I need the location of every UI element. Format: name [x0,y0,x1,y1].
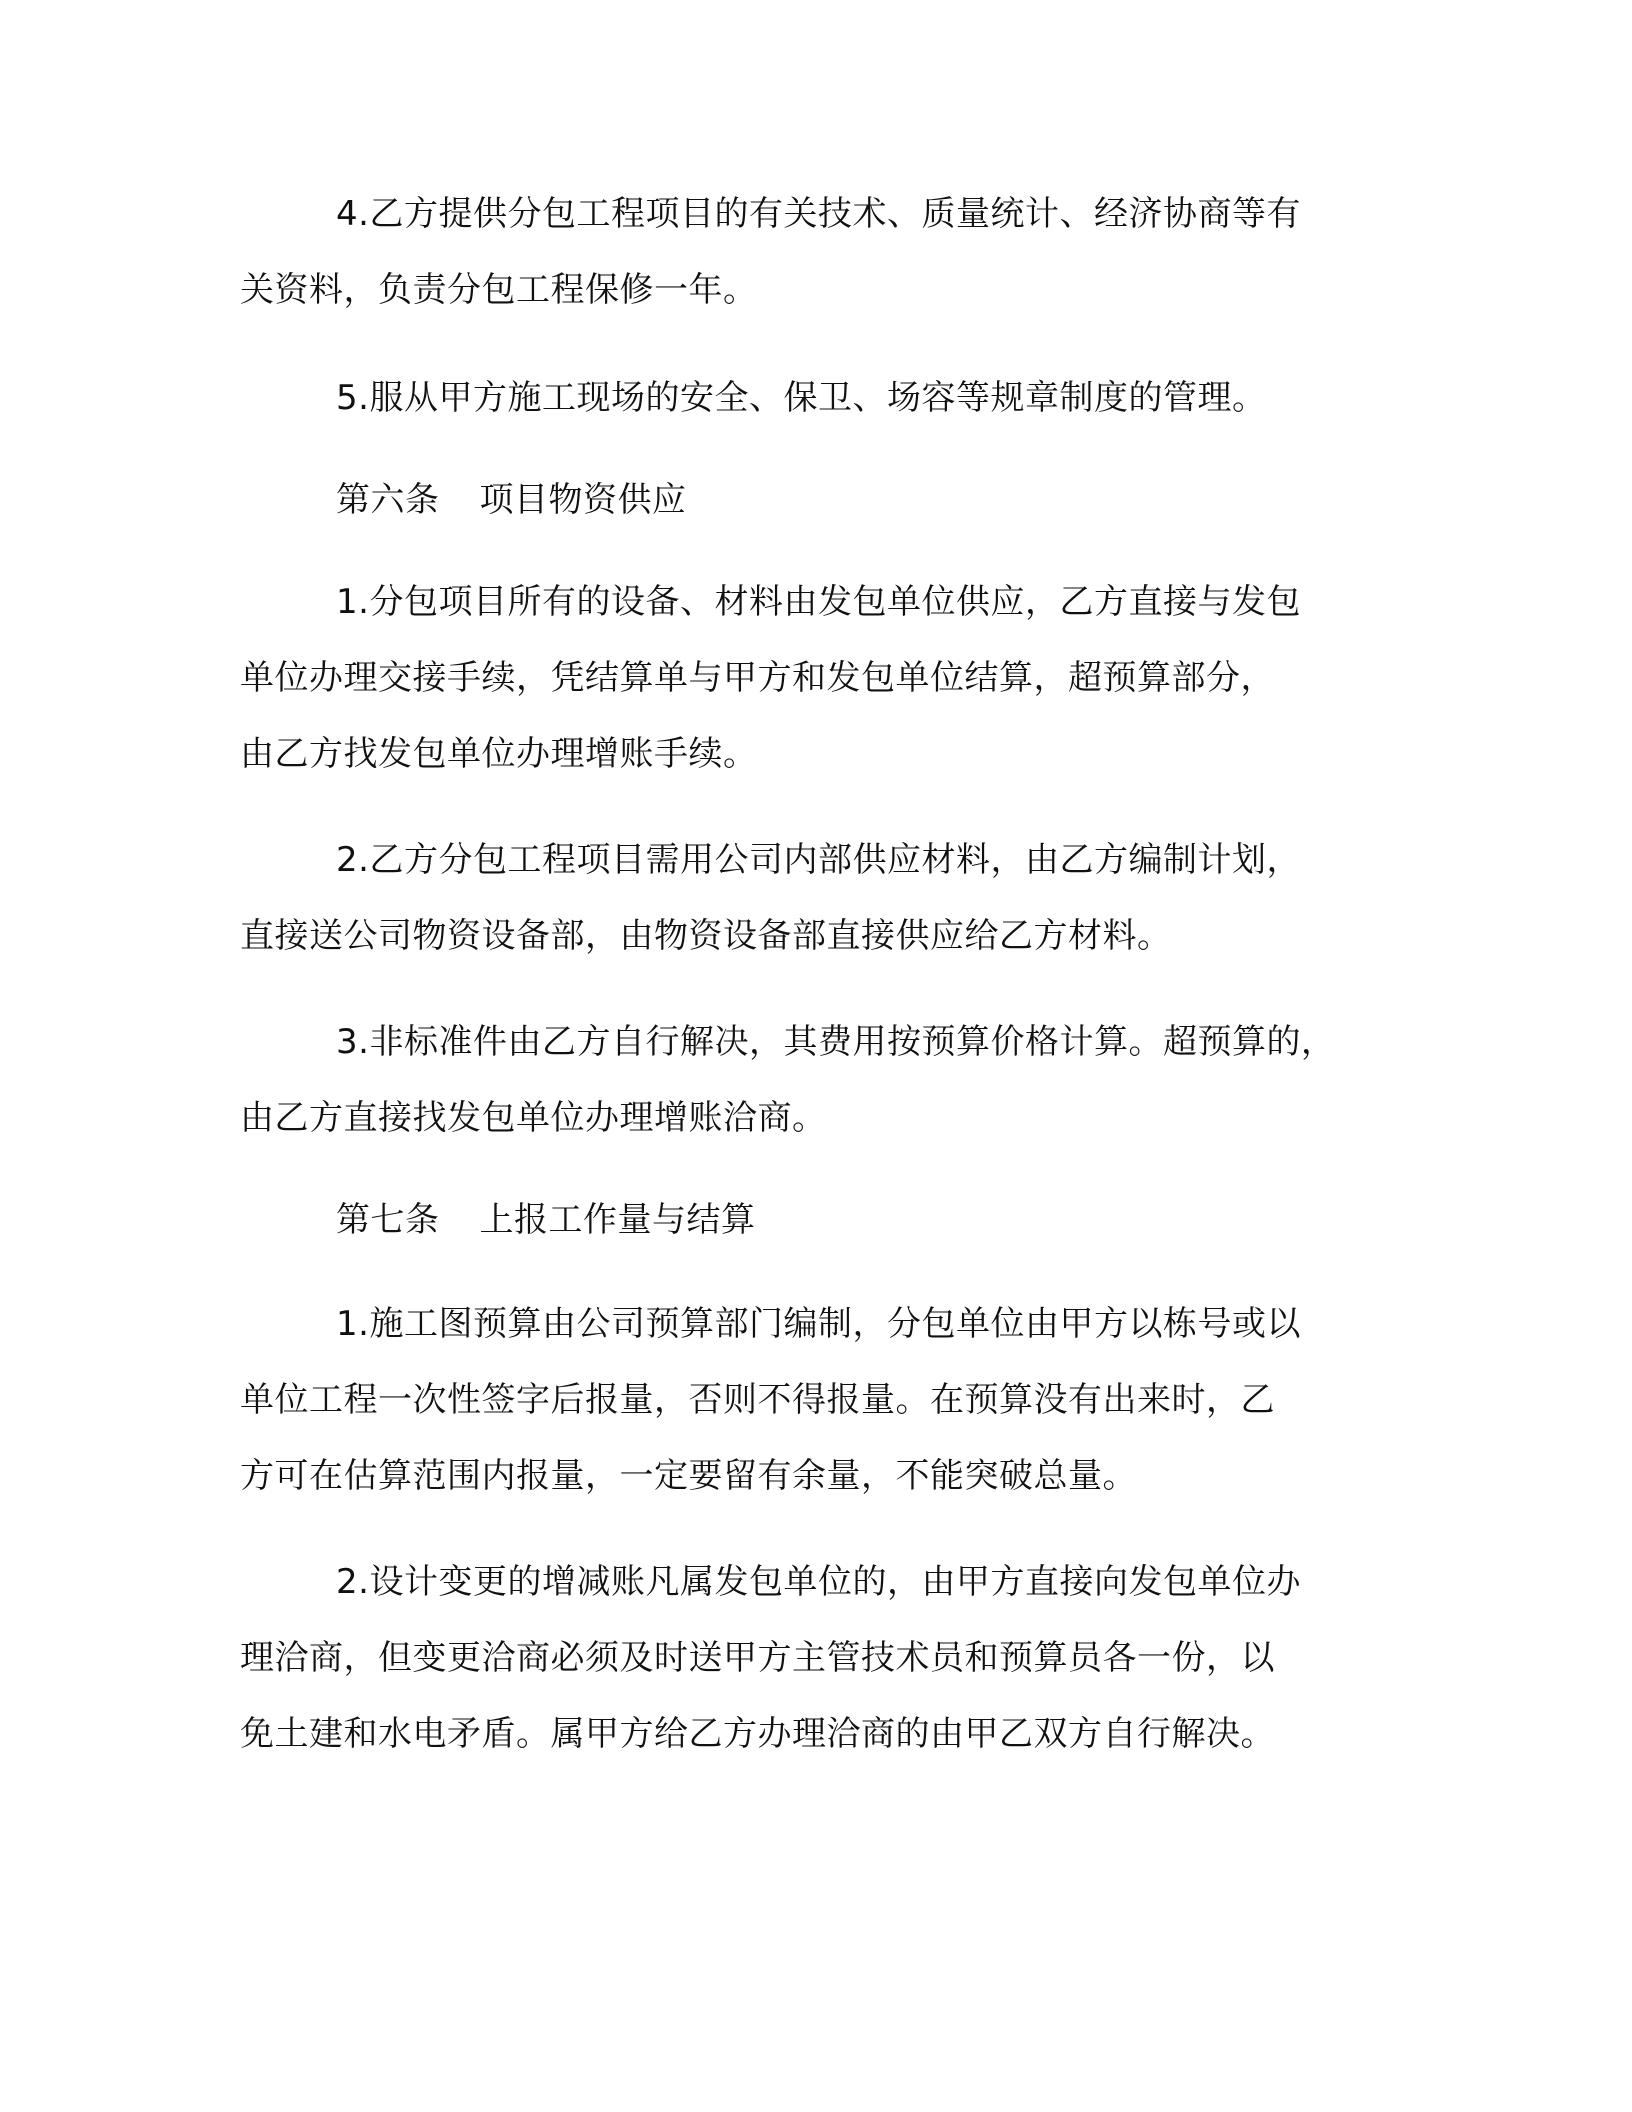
paragraph-article-6-item-3 [240,1004,1400,1156]
paragraph-line: 单位工程一次性签字后报量，否则不得报量。在预算没有出来时，乙 [240,1380,1275,1420]
paragraph-line: 2.乙方分包工程项目需用公司内部供应材料，由乙方编制计划， [336,840,1301,880]
paragraph-line: 1.施工图预算由公司预算部门编制，分包单位由甲方以栋号或以 [336,1304,1301,1344]
article-7-heading [240,1182,1400,1258]
paragraph-line: 方可在估算范围内报量，一定要留有余量，不能突破总量。 [240,1456,1137,1496]
paragraph-line: 关资料，负责分包工程保修一年。 [240,270,758,310]
paragraph-item-5 [240,360,1400,436]
paragraph-article-7-item-1 [240,1286,1400,1514]
paragraph-line: 5.服从甲方施工现场的安全、保卫、场容等规章制度的管理。 [336,378,1267,418]
paragraph-line: 4.乙方提供分包工程项目的有关技术、质量统计、经济协商等有 [336,194,1301,234]
paragraph-line: 理洽商，但变更洽商必须及时送甲方主管技术员和预算员各一份，以 [240,1638,1275,1678]
article-number: 第六条 [336,480,440,520]
article-6-heading [240,462,1400,538]
paragraph-line: 2.设计变更的增减账凡属发包单位的，由甲方直接向发包单位办 [336,1562,1301,1602]
article-title: 上报工作量与结算 [479,1200,756,1240]
article-number: 第七条 [336,1200,440,1240]
article-title: 项目物资供应 [479,480,687,520]
paragraph-item-4 [240,176,1400,328]
paragraph-line: 直接送公司物资设备部，由物资设备部直接供应给乙方材料。 [240,916,1172,956]
paragraph-line: 1.分包项目所有的设备、材料由发包单位供应，乙方直接与发包 [336,582,1301,622]
paragraph-line: 由乙方找发包单位办理增账手续。 [240,734,758,774]
paragraph-article-6-item-2 [240,822,1400,974]
paragraph-line: 单位办理交接手续，凭结算单与甲方和发包单位结算，超预算部分， [240,658,1275,698]
paragraph-line: 3.非标准件由乙方自行解决，其费用按预算价格计算。超预算的， [336,1022,1336,1062]
paragraph-line: 免土建和水电矛盾。属甲方给乙方办理洽商的由甲乙双方自行解决。 [240,1714,1275,1754]
paragraph-article-7-item-2 [240,1544,1400,1772]
paragraph-line: 由乙方直接找发包单位办理增账洽商。 [240,1098,827,1138]
paragraph-article-6-item-1 [240,564,1400,792]
